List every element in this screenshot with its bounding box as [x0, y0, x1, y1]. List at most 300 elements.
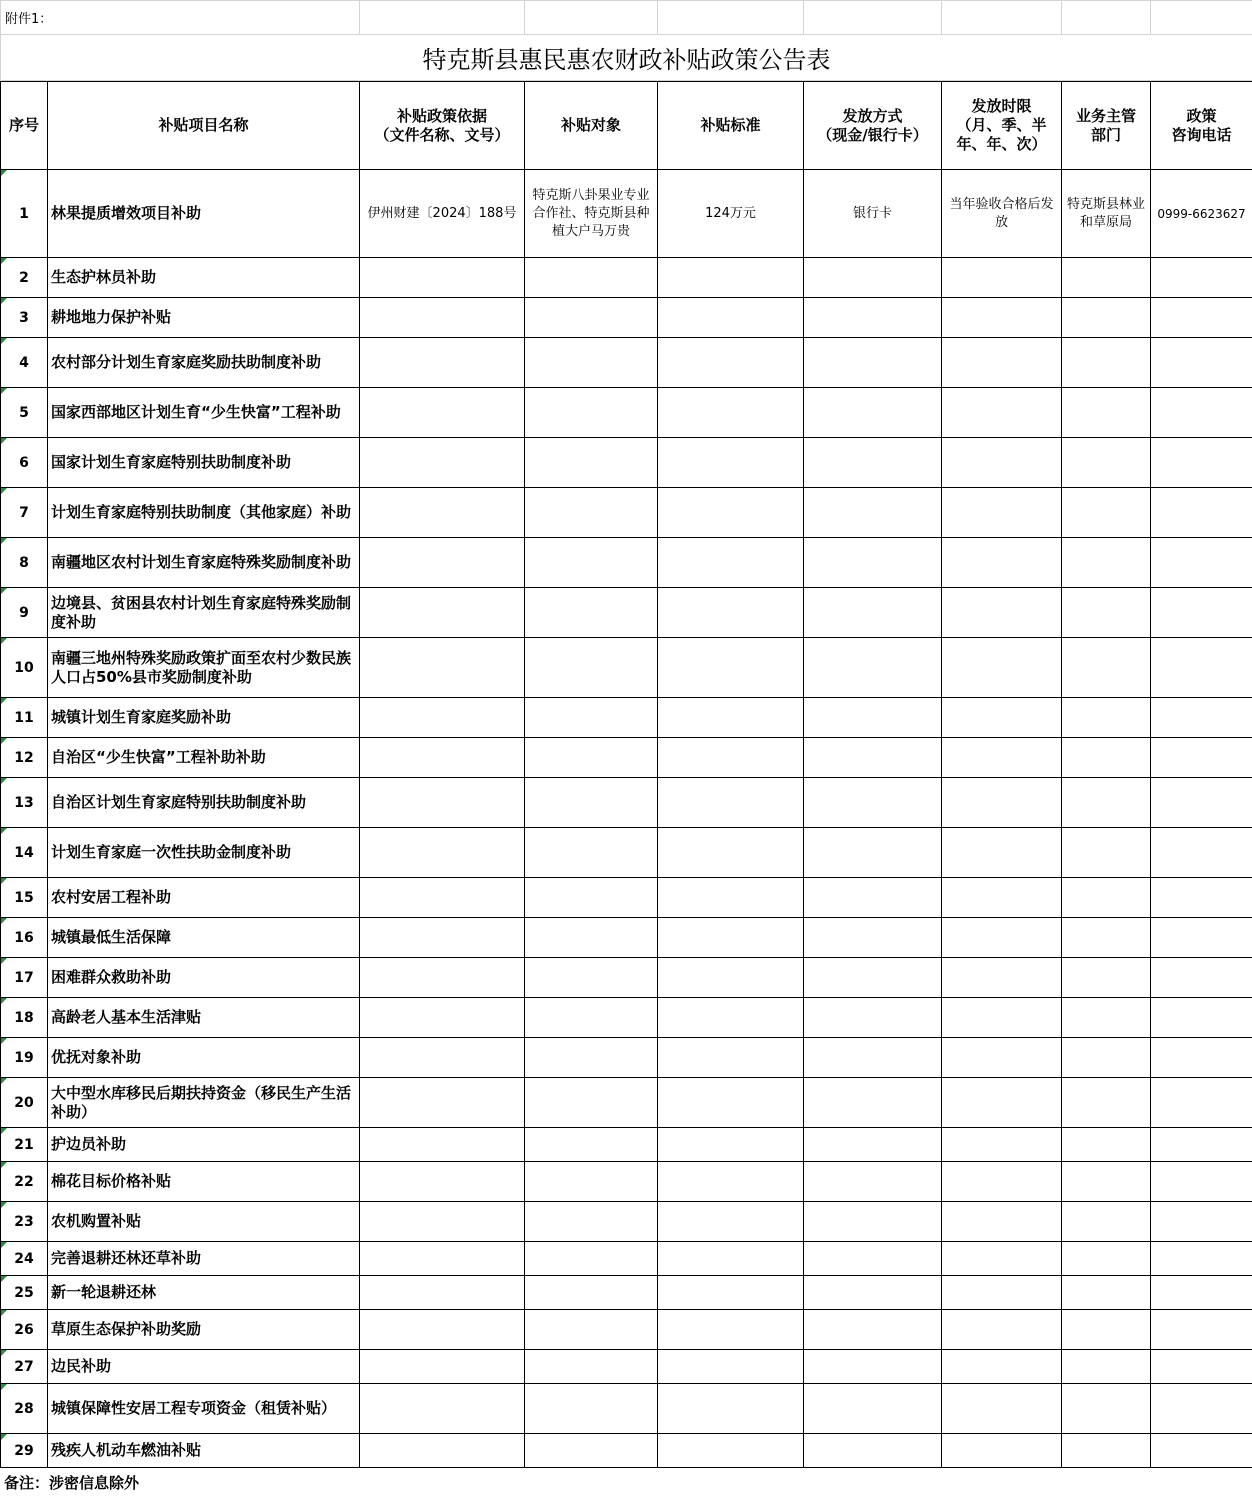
- table-row[interactable]: [1, 298, 1252, 338]
- empty-cell[interactable]: [942, 1350, 1062, 1384]
- table-row[interactable]: [1, 1162, 1252, 1202]
- row-method[interactable]: 银行卡: [804, 170, 942, 258]
- table-row[interactable]: [1, 438, 1252, 488]
- row-seq[interactable]: 3: [1, 298, 48, 338]
- empty-cell[interactable]: [1151, 438, 1252, 488]
- empty-cell[interactable]: [525, 918, 658, 958]
- empty-cell[interactable]: [525, 958, 658, 998]
- empty-cell[interactable]: [360, 828, 525, 878]
- row-dept[interactable]: 特克斯县林业和草原局: [1062, 170, 1151, 258]
- empty-cell[interactable]: [804, 1350, 942, 1384]
- empty-cell[interactable]: [658, 388, 804, 438]
- empty-cell[interactable]: [942, 1242, 1062, 1276]
- empty-cell[interactable]: [804, 1, 942, 35]
- table-row[interactable]: [1, 388, 1252, 438]
- empty-cell[interactable]: [804, 738, 942, 778]
- table-row[interactable]: [1, 998, 1252, 1038]
- page-title: 特克斯县惠民惠农财政补贴政策公告表: [1, 35, 1252, 81]
- empty-cell[interactable]: [942, 1, 1062, 35]
- row-seq[interactable]: 26: [1, 1310, 48, 1350]
- empty-cell[interactable]: [804, 958, 942, 998]
- empty-cell[interactable]: [1151, 1, 1252, 35]
- empty-cell[interactable]: [942, 1162, 1062, 1202]
- empty-cell[interactable]: [1151, 388, 1252, 438]
- row-seq[interactable]: 21: [1, 1128, 48, 1162]
- empty-cell[interactable]: [525, 338, 658, 388]
- row-period[interactable]: 当年验收合格后发放: [942, 170, 1062, 258]
- empty-cell[interactable]: [804, 438, 942, 488]
- empty-cell[interactable]: [1151, 738, 1252, 778]
- empty-cell[interactable]: [658, 1350, 804, 1384]
- table-row[interactable]: [1, 918, 1252, 958]
- empty-cell[interactable]: [1062, 388, 1151, 438]
- empty-cell[interactable]: [1151, 338, 1252, 388]
- empty-cell[interactable]: [804, 538, 942, 588]
- empty-cell[interactable]: [360, 1276, 525, 1310]
- row-seq[interactable]: 9: [1, 588, 48, 638]
- empty-cell[interactable]: [1151, 1434, 1252, 1468]
- empty-cell[interactable]: [525, 998, 658, 1038]
- empty-cell[interactable]: [525, 1128, 658, 1162]
- empty-cell[interactable]: [1062, 538, 1151, 588]
- empty-cell[interactable]: [942, 388, 1062, 438]
- empty-cell[interactable]: [360, 258, 525, 298]
- row-seq[interactable]: 18: [1, 998, 48, 1038]
- empty-cell[interactable]: [1062, 488, 1151, 538]
- row-name[interactable]: 计划生育家庭特别扶助制度（其他家庭）补助: [48, 488, 360, 538]
- empty-cell[interactable]: [658, 638, 804, 698]
- row-name[interactable]: 护边员补助: [48, 1128, 360, 1162]
- row-name[interactable]: 南疆三地州特殊奖励政策扩面至农村少数民族人口占50%县市奖励制度补助: [48, 638, 360, 698]
- row-name[interactable]: 生态护林员补助: [48, 258, 360, 298]
- empty-cell[interactable]: [658, 1078, 804, 1128]
- empty-cell[interactable]: [942, 438, 1062, 488]
- empty-cell[interactable]: [658, 1, 804, 35]
- empty-cell[interactable]: [804, 878, 942, 918]
- empty-cell[interactable]: [1062, 1310, 1151, 1350]
- row-name[interactable]: 农村部分计划生育家庭奖励扶助制度补助: [48, 338, 360, 388]
- empty-cell[interactable]: [360, 488, 525, 538]
- empty-cell[interactable]: [1151, 1276, 1252, 1310]
- empty-cell[interactable]: [658, 1384, 804, 1434]
- table-row[interactable]: [1, 1384, 1252, 1434]
- empty-cell[interactable]: [804, 778, 942, 828]
- empty-cell[interactable]: [360, 1038, 525, 1078]
- empty-cell[interactable]: [804, 638, 942, 698]
- empty-cell[interactable]: [1151, 1202, 1252, 1242]
- row-seq[interactable]: 4: [1, 338, 48, 388]
- row-basis[interactable]: 伊州财建〔2024〕188号: [360, 170, 525, 258]
- table-row[interactable]: [1, 488, 1252, 538]
- empty-cell[interactable]: [804, 388, 942, 438]
- empty-cell[interactable]: [1151, 998, 1252, 1038]
- empty-cell[interactable]: [525, 1078, 658, 1128]
- empty-cell[interactable]: [360, 1078, 525, 1128]
- empty-cell[interactable]: [360, 1310, 525, 1350]
- table-row[interactable]: [1, 1078, 1252, 1128]
- empty-cell[interactable]: [1062, 738, 1151, 778]
- empty-cell[interactable]: [1062, 338, 1151, 388]
- row-seq[interactable]: 10: [1, 638, 48, 698]
- row-seq[interactable]: 5: [1, 388, 48, 438]
- empty-cell[interactable]: [804, 488, 942, 538]
- empty-cell[interactable]: [942, 1128, 1062, 1162]
- row-seq[interactable]: 19: [1, 1038, 48, 1078]
- row-name[interactable]: 自治区“少生快富”工程补助补助: [48, 738, 360, 778]
- empty-cell[interactable]: [360, 388, 525, 438]
- empty-cell[interactable]: [525, 1310, 658, 1350]
- empty-cell[interactable]: [360, 538, 525, 588]
- row-seq[interactable]: 24: [1, 1242, 48, 1276]
- empty-cell[interactable]: [1062, 638, 1151, 698]
- row-name[interactable]: 优抚对象补助: [48, 1038, 360, 1078]
- empty-cell[interactable]: [1151, 298, 1252, 338]
- table-row[interactable]: [1, 1434, 1252, 1468]
- table-row[interactable]: [1, 1038, 1252, 1078]
- empty-cell[interactable]: [658, 828, 804, 878]
- empty-cell[interactable]: [804, 1038, 942, 1078]
- empty-cell[interactable]: [1062, 588, 1151, 638]
- empty-cell[interactable]: [1151, 488, 1252, 538]
- empty-cell[interactable]: [525, 1350, 658, 1384]
- row-seq[interactable]: 15: [1, 878, 48, 918]
- empty-cell[interactable]: [1151, 778, 1252, 828]
- empty-cell[interactable]: [804, 998, 942, 1038]
- row-name[interactable]: 边民补助: [48, 1350, 360, 1384]
- empty-cell[interactable]: [804, 1162, 942, 1202]
- empty-cell[interactable]: [360, 738, 525, 778]
- table-row[interactable]: [1, 958, 1252, 998]
- row-seq[interactable]: 16: [1, 918, 48, 958]
- row-seq[interactable]: 1: [1, 170, 48, 258]
- table-row[interactable]: [1, 778, 1252, 828]
- row-seq[interactable]: 8: [1, 538, 48, 588]
- row-name[interactable]: 耕地地力保护补贴: [48, 298, 360, 338]
- empty-cell[interactable]: [658, 338, 804, 388]
- empty-cell[interactable]: [360, 1384, 525, 1434]
- empty-cell[interactable]: [942, 1310, 1062, 1350]
- empty-cell[interactable]: [658, 1242, 804, 1276]
- empty-cell[interactable]: [525, 1202, 658, 1242]
- empty-cell[interactable]: [360, 1350, 525, 1384]
- row-name[interactable]: 城镇计划生育家庭奖励补助: [48, 698, 360, 738]
- empty-cell[interactable]: [1151, 1038, 1252, 1078]
- empty-cell[interactable]: [1062, 1384, 1151, 1434]
- empty-cell[interactable]: [525, 638, 658, 698]
- empty-cell[interactable]: [942, 1276, 1062, 1310]
- empty-cell[interactable]: [658, 588, 804, 638]
- empty-cell[interactable]: [658, 258, 804, 298]
- row-name[interactable]: 大中型水库移民后期扶持资金（移民生产生活补助）: [48, 1078, 360, 1128]
- empty-cell[interactable]: [804, 1128, 942, 1162]
- empty-cell[interactable]: [1151, 1384, 1252, 1434]
- empty-cell[interactable]: [1062, 778, 1151, 828]
- empty-cell[interactable]: [942, 538, 1062, 588]
- empty-cell[interactable]: [1062, 698, 1151, 738]
- empty-cell[interactable]: [525, 1434, 658, 1468]
- empty-cell[interactable]: [525, 828, 658, 878]
- empty-cell[interactable]: [658, 998, 804, 1038]
- table-row[interactable]: [1, 638, 1252, 698]
- empty-cell[interactable]: [942, 258, 1062, 298]
- empty-cell[interactable]: [360, 698, 525, 738]
- row-seq[interactable]: 17: [1, 958, 48, 998]
- empty-cell[interactable]: [804, 338, 942, 388]
- row-seq[interactable]: 27: [1, 1350, 48, 1384]
- empty-cell[interactable]: [804, 258, 942, 298]
- empty-cell[interactable]: [658, 958, 804, 998]
- table-row[interactable]: [1, 588, 1252, 638]
- empty-cell[interactable]: [1062, 1038, 1151, 1078]
- empty-cell[interactable]: [525, 588, 658, 638]
- row-seq[interactable]: 28: [1, 1384, 48, 1434]
- empty-cell[interactable]: [658, 1434, 804, 1468]
- empty-cell[interactable]: [658, 698, 804, 738]
- empty-cell[interactable]: [1062, 958, 1151, 998]
- empty-cell[interactable]: [360, 338, 525, 388]
- row-name[interactable]: 残疾人机动车燃油补贴: [48, 1434, 360, 1468]
- empty-cell[interactable]: [942, 918, 1062, 958]
- empty-cell[interactable]: [942, 298, 1062, 338]
- empty-cell[interactable]: [804, 1202, 942, 1242]
- empty-cell[interactable]: [1062, 1350, 1151, 1384]
- empty-cell[interactable]: [942, 1202, 1062, 1242]
- row-seq[interactable]: 13: [1, 778, 48, 828]
- empty-cell[interactable]: [525, 1384, 658, 1434]
- row-name[interactable]: 城镇最低生活保障: [48, 918, 360, 958]
- empty-cell[interactable]: [1062, 998, 1151, 1038]
- empty-cell[interactable]: [525, 388, 658, 438]
- table-row[interactable]: [1, 698, 1252, 738]
- empty-cell[interactable]: [360, 298, 525, 338]
- empty-cell[interactable]: [360, 1162, 525, 1202]
- row-target[interactable]: 特克斯八卦果业专业合作社、特克斯县种植大户马万贵: [525, 170, 658, 258]
- empty-cell[interactable]: [804, 1310, 942, 1350]
- empty-cell[interactable]: [658, 1276, 804, 1310]
- row-name[interactable]: 国家计划生育家庭特别扶助制度补助: [48, 438, 360, 488]
- empty-cell[interactable]: [525, 488, 658, 538]
- empty-cell[interactable]: [658, 878, 804, 918]
- empty-cell[interactable]: [804, 1276, 942, 1310]
- row-name[interactable]: 边境县、贫困县农村计划生育家庭特殊奖励制度补助: [48, 588, 360, 638]
- empty-cell[interactable]: [1151, 1350, 1252, 1384]
- table-row[interactable]: [1, 1242, 1252, 1276]
- row-seq[interactable]: 23: [1, 1202, 48, 1242]
- empty-cell[interactable]: [658, 488, 804, 538]
- empty-cell[interactable]: [942, 738, 1062, 778]
- row-name[interactable]: 高龄老人基本生活津贴: [48, 998, 360, 1038]
- empty-cell[interactable]: [525, 298, 658, 338]
- empty-cell[interactable]: [525, 738, 658, 778]
- empty-cell[interactable]: [804, 828, 942, 878]
- empty-cell[interactable]: [1062, 918, 1151, 958]
- empty-cell[interactable]: [360, 918, 525, 958]
- empty-cell[interactable]: [360, 588, 525, 638]
- empty-cell[interactable]: [525, 258, 658, 298]
- empty-cell[interactable]: [525, 1276, 658, 1310]
- row-name[interactable]: 新一轮退耕还林: [48, 1276, 360, 1310]
- empty-cell[interactable]: [1062, 878, 1151, 918]
- empty-cell[interactable]: [360, 438, 525, 488]
- empty-cell[interactable]: [658, 1128, 804, 1162]
- empty-cell[interactable]: [1151, 878, 1252, 918]
- empty-cell[interactable]: [525, 1242, 658, 1276]
- empty-cell[interactable]: [942, 698, 1062, 738]
- table-row[interactable]: [1, 878, 1252, 918]
- row-name[interactable]: 困难群众救助补助: [48, 958, 360, 998]
- empty-cell[interactable]: [658, 1162, 804, 1202]
- empty-cell[interactable]: [658, 918, 804, 958]
- empty-cell[interactable]: [1062, 1078, 1151, 1128]
- empty-cell[interactable]: [658, 1202, 804, 1242]
- empty-cell[interactable]: [1151, 828, 1252, 878]
- row-name[interactable]: 计划生育家庭一次性扶助金制度补助: [48, 828, 360, 878]
- empty-cell[interactable]: [804, 1078, 942, 1128]
- header-target: 补贴对象: [525, 82, 658, 170]
- empty-cell[interactable]: [360, 1128, 525, 1162]
- empty-cell[interactable]: [942, 1038, 1062, 1078]
- empty-cell[interactable]: [1062, 828, 1151, 878]
- table-row[interactable]: [1, 1350, 1252, 1384]
- empty-cell[interactable]: [1151, 698, 1252, 738]
- empty-cell[interactable]: [1062, 1128, 1151, 1162]
- table-row[interactable]: [1, 258, 1252, 298]
- empty-cell[interactable]: [360, 1434, 525, 1468]
- table-row[interactable]: [1, 828, 1252, 878]
- empty-cell[interactable]: [658, 538, 804, 588]
- table-row[interactable]: [1, 538, 1252, 588]
- empty-cell[interactable]: [942, 588, 1062, 638]
- row-seq[interactable]: 14: [1, 828, 48, 878]
- empty-cell[interactable]: [804, 1384, 942, 1434]
- row-seq[interactable]: 6: [1, 438, 48, 488]
- empty-cell[interactable]: [1062, 1202, 1151, 1242]
- empty-cell[interactable]: [1151, 1310, 1252, 1350]
- empty-cell[interactable]: [360, 958, 525, 998]
- empty-cell[interactable]: [658, 298, 804, 338]
- header-period: [942, 82, 1062, 170]
- empty-cell[interactable]: [658, 778, 804, 828]
- empty-cell[interactable]: [1151, 1078, 1252, 1128]
- empty-cell[interactable]: [525, 538, 658, 588]
- empty-cell[interactable]: [804, 918, 942, 958]
- empty-cell[interactable]: [1062, 258, 1151, 298]
- row-name[interactable]: 农机购置补贴: [48, 1202, 360, 1242]
- row-seq[interactable]: 11: [1, 698, 48, 738]
- row-name[interactable]: 林果提质增效项目补助: [48, 170, 360, 258]
- empty-cell[interactable]: [525, 778, 658, 828]
- empty-cell[interactable]: [525, 1038, 658, 1078]
- table-row[interactable]: [1, 338, 1252, 388]
- empty-cell[interactable]: [942, 638, 1062, 698]
- empty-cell[interactable]: [942, 998, 1062, 1038]
- empty-cell[interactable]: [942, 1078, 1062, 1128]
- empty-cell[interactable]: [360, 1, 525, 35]
- empty-cell[interactable]: [1151, 958, 1252, 998]
- empty-cell[interactable]: [525, 878, 658, 918]
- row-seq[interactable]: 22: [1, 1162, 48, 1202]
- empty-cell[interactable]: [360, 1242, 525, 1276]
- table-row[interactable]: [1, 1276, 1252, 1310]
- empty-cell[interactable]: [1151, 1242, 1252, 1276]
- row-name[interactable]: 南疆地区农村计划生育家庭特殊奖励制度补助: [48, 538, 360, 588]
- empty-cell[interactable]: [658, 1038, 804, 1078]
- empty-cell[interactable]: [942, 488, 1062, 538]
- empty-cell[interactable]: [942, 1434, 1062, 1468]
- empty-cell[interactable]: [1062, 1434, 1151, 1468]
- empty-cell[interactable]: [1151, 258, 1252, 298]
- empty-cell[interactable]: [525, 698, 658, 738]
- empty-cell[interactable]: [360, 778, 525, 828]
- row-name[interactable]: 国家西部地区计划生育“少生快富”工程补助: [48, 388, 360, 438]
- empty-cell[interactable]: [804, 698, 942, 738]
- empty-cell[interactable]: [525, 1162, 658, 1202]
- row-name[interactable]: 城镇保障性安居工程专项资金（租赁补贴）: [48, 1384, 360, 1434]
- empty-cell[interactable]: [1151, 918, 1252, 958]
- table-row[interactable]: [1, 738, 1252, 778]
- table-row[interactable]: [1, 1202, 1252, 1242]
- empty-cell[interactable]: [658, 1310, 804, 1350]
- empty-cell[interactable]: [1062, 1162, 1151, 1202]
- empty-cell[interactable]: [942, 778, 1062, 828]
- empty-cell[interactable]: [1151, 588, 1252, 638]
- empty-cell[interactable]: [360, 1202, 525, 1242]
- empty-cell[interactable]: [525, 1, 658, 35]
- empty-cell[interactable]: [942, 1384, 1062, 1434]
- row-seq[interactable]: 20: [1, 1078, 48, 1128]
- empty-cell[interactable]: [525, 438, 658, 488]
- empty-cell[interactable]: [804, 588, 942, 638]
- empty-cell[interactable]: [1151, 1162, 1252, 1202]
- empty-cell[interactable]: [1062, 438, 1151, 488]
- empty-cell[interactable]: [942, 878, 1062, 918]
- empty-cell[interactable]: [1151, 638, 1252, 698]
- empty-cell[interactable]: [942, 338, 1062, 388]
- row-seq[interactable]: 2: [1, 258, 48, 298]
- row-standard[interactable]: 124万元: [658, 170, 804, 258]
- empty-cell[interactable]: [804, 1242, 942, 1276]
- row-seq[interactable]: 29: [1, 1434, 48, 1468]
- empty-cell[interactable]: [360, 998, 525, 1038]
- empty-cell[interactable]: [658, 438, 804, 488]
- row-name[interactable]: 完善退耕还林还草补助: [48, 1242, 360, 1276]
- empty-cell[interactable]: [1062, 1242, 1151, 1276]
- row-name[interactable]: 草原生态保护补助奖励: [48, 1310, 360, 1350]
- row-name[interactable]: 自治区计划生育家庭特别扶助制度补助: [48, 778, 360, 828]
- empty-cell[interactable]: [360, 638, 525, 698]
- empty-cell[interactable]: [1151, 1128, 1252, 1162]
- empty-cell[interactable]: [1062, 1276, 1151, 1310]
- row-phone[interactable]: 0999-6623627: [1151, 170, 1252, 258]
- table-row[interactable]: [1, 170, 1252, 258]
- row-seq[interactable]: 25: [1, 1276, 48, 1310]
- row-seq[interactable]: 12: [1, 738, 48, 778]
- empty-cell[interactable]: [1062, 1, 1151, 35]
- table-row[interactable]: [1, 1310, 1252, 1350]
- row-seq[interactable]: 7: [1, 488, 48, 538]
- row-name[interactable]: 农村安居工程补助: [48, 878, 360, 918]
- empty-cell[interactable]: [1062, 298, 1151, 338]
- empty-cell[interactable]: [804, 298, 942, 338]
- empty-cell[interactable]: [804, 1434, 942, 1468]
- empty-cell[interactable]: [360, 878, 525, 918]
- empty-cell[interactable]: [942, 958, 1062, 998]
- empty-cell[interactable]: [1151, 538, 1252, 588]
- table-row[interactable]: [1, 1128, 1252, 1162]
- row-name[interactable]: 棉花目标价格补贴: [48, 1162, 360, 1202]
- empty-cell[interactable]: [942, 828, 1062, 878]
- empty-cell[interactable]: [658, 738, 804, 778]
